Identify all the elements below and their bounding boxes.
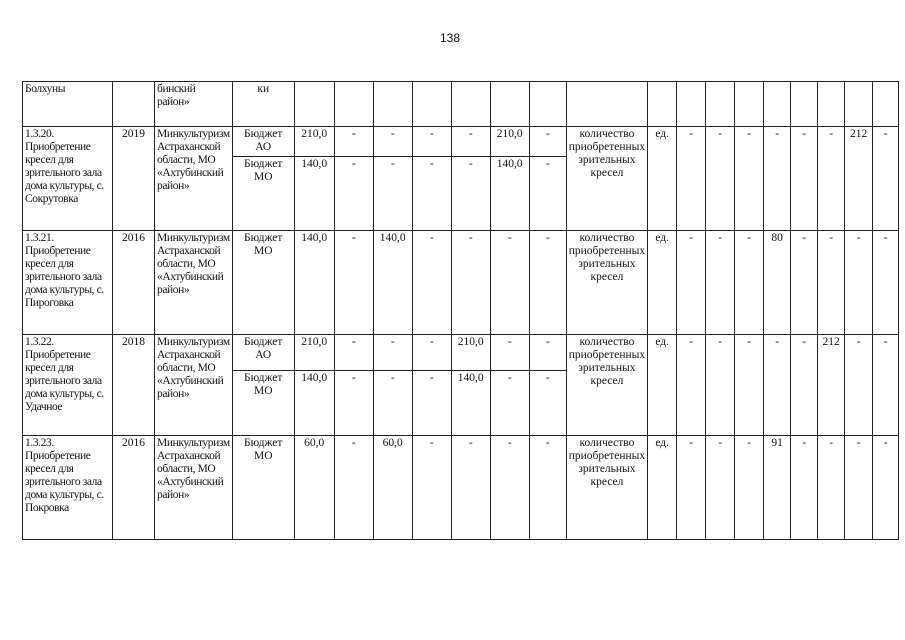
program-table <box>22 81 899 540</box>
funding-value: - <box>529 157 566 231</box>
funding-value: - <box>412 157 451 231</box>
measure-executor: Минкультуризм Астраханской области, МО «Ахтубинский район» <box>155 231 233 335</box>
header-empty-cell <box>566 82 647 127</box>
funding-value: - <box>412 231 451 335</box>
indicator-unit: ед. <box>648 231 677 335</box>
funding-value: - <box>451 127 490 157</box>
target-value: - <box>791 231 818 335</box>
target-value: - <box>791 127 818 231</box>
funding-value: - <box>490 335 529 371</box>
header-empty-cell <box>706 82 735 127</box>
header-empty-cell <box>818 82 845 127</box>
indicator-name: количество приобретенных зрительных кресел <box>566 127 647 231</box>
funding-value: - <box>529 436 566 540</box>
funding-value: - <box>373 127 412 157</box>
funding-value: - <box>334 335 373 371</box>
header-empty-cell <box>529 82 566 127</box>
table-row <box>23 436 899 540</box>
target-value: - <box>735 231 764 335</box>
funding-value: 210,0 <box>490 127 529 157</box>
measure-executor: Минкультуризм Астраханской области, МО «Ахтубинский район» <box>155 335 233 436</box>
funding-value: - <box>334 371 373 436</box>
header-empty-cell <box>677 82 706 127</box>
indicator-name: количество приобретенных зрительных кресел <box>566 335 647 436</box>
header-empty-cell <box>490 82 529 127</box>
funding-source: Бюджет АО <box>232 127 294 157</box>
header-empty-cell <box>451 82 490 127</box>
target-value: - <box>791 335 818 436</box>
measure-year: 2019 <box>113 127 155 231</box>
funding-source: Бюджет МО <box>232 436 294 540</box>
target-value: - <box>845 231 873 335</box>
target-value: 212 <box>818 335 845 436</box>
header-year-fragment <box>113 82 155 127</box>
funding-value: - <box>373 335 412 371</box>
funding-source: Бюджет МО <box>232 371 294 436</box>
target-value: - <box>845 436 873 540</box>
funding-value: - <box>412 127 451 157</box>
header-empty-cell <box>764 82 791 127</box>
funding-value: 140,0 <box>373 231 412 335</box>
target-value: - <box>873 436 899 540</box>
funding-value: 140,0 <box>451 371 490 436</box>
header-source-fragment: ки <box>232 82 294 127</box>
funding-value: - <box>451 436 490 540</box>
target-value: - <box>873 231 899 335</box>
funding-value: - <box>334 231 373 335</box>
funding-source: Бюджет МО <box>232 231 294 335</box>
target-value: 212 <box>845 127 873 231</box>
table-row <box>23 335 899 371</box>
target-value: 80 <box>764 231 791 335</box>
funding-value: 60,0 <box>294 436 334 540</box>
target-value: - <box>818 127 845 231</box>
target-value: - <box>706 127 735 231</box>
funding-value: - <box>490 231 529 335</box>
target-value: - <box>735 335 764 436</box>
target-value: - <box>845 335 873 436</box>
funding-value: 210,0 <box>451 335 490 371</box>
funding-value: - <box>451 231 490 335</box>
target-value: 91 <box>764 436 791 540</box>
funding-value: - <box>334 157 373 231</box>
header-empty-cell <box>294 82 334 127</box>
table-header-fragment <box>23 82 899 127</box>
target-value: - <box>735 127 764 231</box>
target-value: - <box>677 127 706 231</box>
indicator-unit: ед. <box>648 127 677 231</box>
measure-name: 1.3.23. Приобретение кресел для зрительного зала дома культуры, с. Покровка <box>23 436 113 540</box>
funding-value: - <box>334 127 373 157</box>
header-executor-fragment: бинский район» <box>155 82 233 127</box>
header-empty-cell <box>735 82 764 127</box>
indicator-unit: ед. <box>648 335 677 436</box>
funding-source: Бюджет МО <box>232 157 294 231</box>
header-empty-cell <box>412 82 451 127</box>
measure-year: 2018 <box>113 335 155 436</box>
target-value: - <box>818 436 845 540</box>
funding-value: - <box>412 436 451 540</box>
measure-year: 2016 <box>113 231 155 335</box>
funding-value: - <box>334 436 373 540</box>
header-empty-cell <box>873 82 899 127</box>
funding-value: - <box>529 371 566 436</box>
funding-value: 140,0 <box>294 157 334 231</box>
funding-value: - <box>412 335 451 371</box>
header-name-fragment: Болхуны <box>23 82 113 127</box>
measure-name: 1.3.20. Приобретение кресел для зрительного зала дома культуры, с. Сокрутовка <box>23 127 113 231</box>
target-value: - <box>791 436 818 540</box>
measure-executor: Минкультуризм Астраханской области, МО «Ахтубинский район» <box>155 436 233 540</box>
measure-name: 1.3.21. Приобретение кресел для зрительного зала дома культуры, с. Пироговка <box>23 231 113 335</box>
measure-year: 2016 <box>113 436 155 540</box>
table-row <box>23 231 899 335</box>
table-row <box>23 127 899 157</box>
target-value: - <box>818 231 845 335</box>
target-value: - <box>677 436 706 540</box>
target-value: - <box>873 127 899 231</box>
funding-value: 140,0 <box>294 231 334 335</box>
indicator-name: количество приобретенных зрительных кресел <box>566 231 647 335</box>
funding-value: 140,0 <box>294 371 334 436</box>
funding-value: - <box>529 231 566 335</box>
target-value: - <box>677 335 706 436</box>
header-empty-cell <box>373 82 412 127</box>
header-empty-cell <box>334 82 373 127</box>
target-value: - <box>677 231 706 335</box>
funding-value: - <box>490 436 529 540</box>
funding-value: - <box>529 127 566 157</box>
funding-value: 210,0 <box>294 127 334 157</box>
measure-executor: Минкультуризм Астраханской области, МО «Ахтубинский район» <box>155 127 233 231</box>
target-value: - <box>706 231 735 335</box>
header-empty-cell <box>648 82 677 127</box>
indicator-unit: ед. <box>648 436 677 540</box>
funding-value: 60,0 <box>373 436 412 540</box>
funding-value: - <box>373 371 412 436</box>
funding-value: - <box>373 157 412 231</box>
funding-value: - <box>490 371 529 436</box>
target-value: - <box>764 127 791 231</box>
page-number: 138 <box>440 31 461 45</box>
funding-value: 210,0 <box>294 335 334 371</box>
funding-value: - <box>451 157 490 231</box>
funding-source: Бюджет АО <box>232 335 294 371</box>
indicator-name: количество приобретенных зрительных кресел <box>566 436 647 540</box>
header-empty-cell <box>845 82 873 127</box>
funding-value: 140,0 <box>490 157 529 231</box>
target-value: - <box>706 335 735 436</box>
target-value: - <box>735 436 764 540</box>
measure-name: 1.3.22. Приобретение кресел для зрительного зала дома культуры, с. Удачное <box>23 335 113 436</box>
header-empty-cell <box>791 82 818 127</box>
target-value: - <box>706 436 735 540</box>
target-value: - <box>873 335 899 436</box>
target-value: - <box>764 335 791 436</box>
funding-value: - <box>529 335 566 371</box>
funding-value: - <box>412 371 451 436</box>
